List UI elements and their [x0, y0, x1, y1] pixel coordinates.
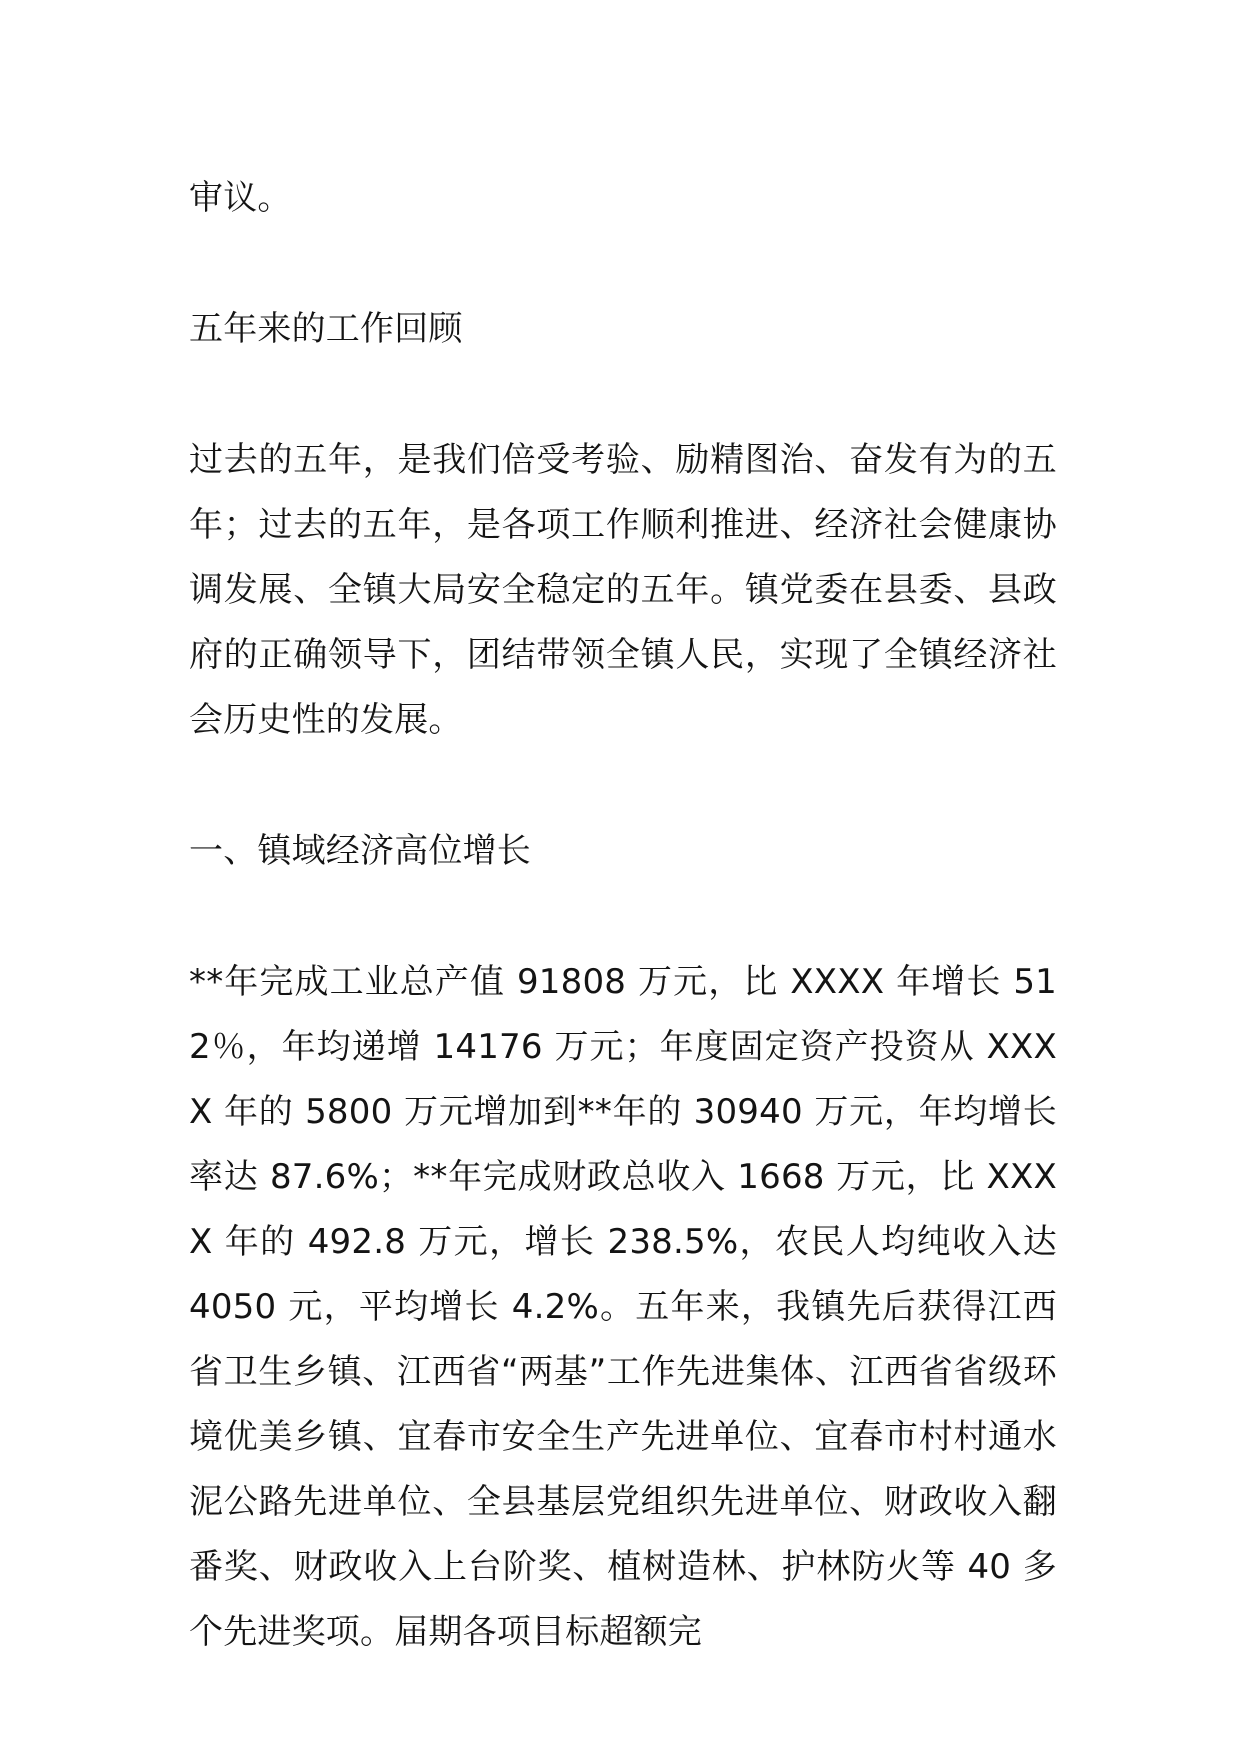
paragraph-spacer: [189, 362, 1057, 428]
document-body: [189, 166, 1057, 1665]
continuation-paragraph: 审议。: [189, 178, 292, 218]
paragraph-spacer: [189, 884, 1057, 950]
paragraph-spacer: [189, 231, 1057, 297]
subheading-economy: 一、镇域经济高位增长: [189, 831, 531, 871]
paragraph-spacer: [189, 753, 1057, 819]
economy-paragraph: **年完成工业总产值 91808 万元，比 XXXX 年增长 512％，年均递增 14176 万元；年度固定资产投资从 XXXX 年的 5800 万元增加到**年的 30940 万元，年均增长率达 87.6%；**年完成财政总收入 1668 万元，比 XXXX 年的 492.8 万元，增长 238.5%，农民人均纯收入达 4050 元，平均增长 4.2%。五年来，我镇先后获得江西省卫生乡镇、江西省“两基”工作先进集体、江西省省级环境优美乡镇、宜春市安全生产先进单位、宜春市村村通水泥公路先进单位、全县基层党组织先进单位、财政收入翻番奖、财政收入上台阶奖、植树造林、护林防火等 40 多个先进奖项。届期各项目标超额完: [189, 962, 1057, 1652]
intro-paragraph: 过去的五年，是我们倍受考验、励精图治、奋发有为的五年；过去的五年，是各项工作顺利推进、经济社会健康协调发展、全镇大局安全稳定的五年。镇党委在县委、县政府的正确领导下，团结带领全镇人民，实现了全镇经济社会历史性的发展。: [189, 440, 1057, 740]
section-heading-review: 五年来的工作回顾: [189, 309, 463, 349]
